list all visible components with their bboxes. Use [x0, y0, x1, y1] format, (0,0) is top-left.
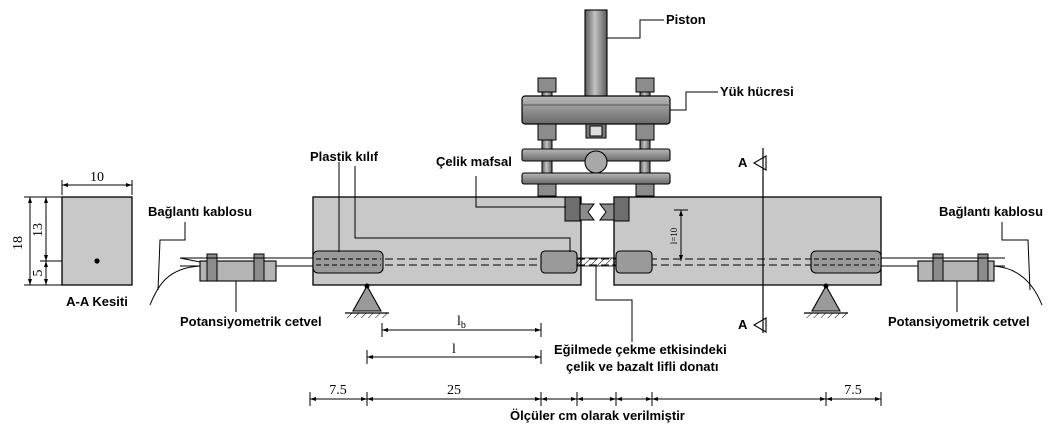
plastic-sleeve-left-inner [541, 251, 577, 273]
section-mark-bottom: A [738, 317, 748, 332]
left-overhang-label: 7.5 [329, 383, 347, 398]
reinforcement [180, 251, 1005, 273]
section-rebar-dot [94, 258, 99, 263]
bond-length-subscript: b [460, 320, 466, 331]
section-a-a [11, 170, 132, 309]
exposed-rebar [575, 258, 620, 266]
plastic-sleeve-left-outer [313, 251, 383, 273]
hinge-ball [585, 151, 607, 173]
steel-hinge-label: Çelik mafsal [436, 154, 512, 169]
steel-hinge [565, 197, 629, 221]
section-width-label: 10 [90, 170, 104, 185]
potentiometer-right-label: Potansiyometrik cetvel [888, 314, 1030, 329]
load-cell-label: Yük hücresi [720, 84, 794, 99]
units-note: Ölçüler cm olarak verilmiştir [510, 408, 685, 423]
potentiometer-left [150, 254, 276, 305]
load-cell-plate [522, 96, 670, 124]
loading-apparatus [522, 10, 670, 196]
plastic-sleeve-right-outer [811, 251, 881, 273]
bottom-dimension-chain [310, 383, 881, 406]
span-length-label: l [452, 342, 456, 357]
section-height-label: 18 [11, 236, 26, 250]
half-span-label: 25 [447, 383, 461, 398]
rebar-label-line2: çelik ve bazalt lifli donatı [566, 359, 719, 374]
cover-dimension-label: l=10 [669, 227, 679, 245]
span-length-dimension [367, 342, 541, 364]
section-lower-label: 5 [31, 269, 46, 277]
support-right [804, 284, 848, 319]
potentiometer-right [918, 254, 1042, 305]
potentiometer-left-label: Potansiyometrik cetvel [180, 314, 322, 329]
lower-hinge-plate [522, 173, 670, 184]
section-mark-top: A [738, 155, 748, 170]
connection-cable-left-label: Bağlantı kablosu [148, 204, 253, 219]
piston-rod [585, 10, 607, 97]
piston-label: Piston [666, 12, 706, 27]
bond-length-symbol: l [457, 314, 461, 329]
connection-cable-right-label: Bağlantı kablosu [939, 204, 1044, 219]
plastic-sleeve-right-inner [616, 251, 652, 273]
section-title: A-A Kesiti [66, 294, 128, 309]
section-upper-label: 13 [31, 223, 46, 237]
beam [313, 197, 881, 285]
bond-length-dimension [382, 314, 541, 337]
plastic-sleeve-label: Plastik kılıf [310, 149, 378, 164]
support-left [345, 284, 389, 319]
rebar-label-line1: Eğilmede çekme etkisindeki [554, 342, 727, 357]
svg-text:lb [457, 314, 466, 331]
section-rectangle [62, 197, 132, 285]
right-overhang-label: 7.5 [844, 383, 862, 398]
